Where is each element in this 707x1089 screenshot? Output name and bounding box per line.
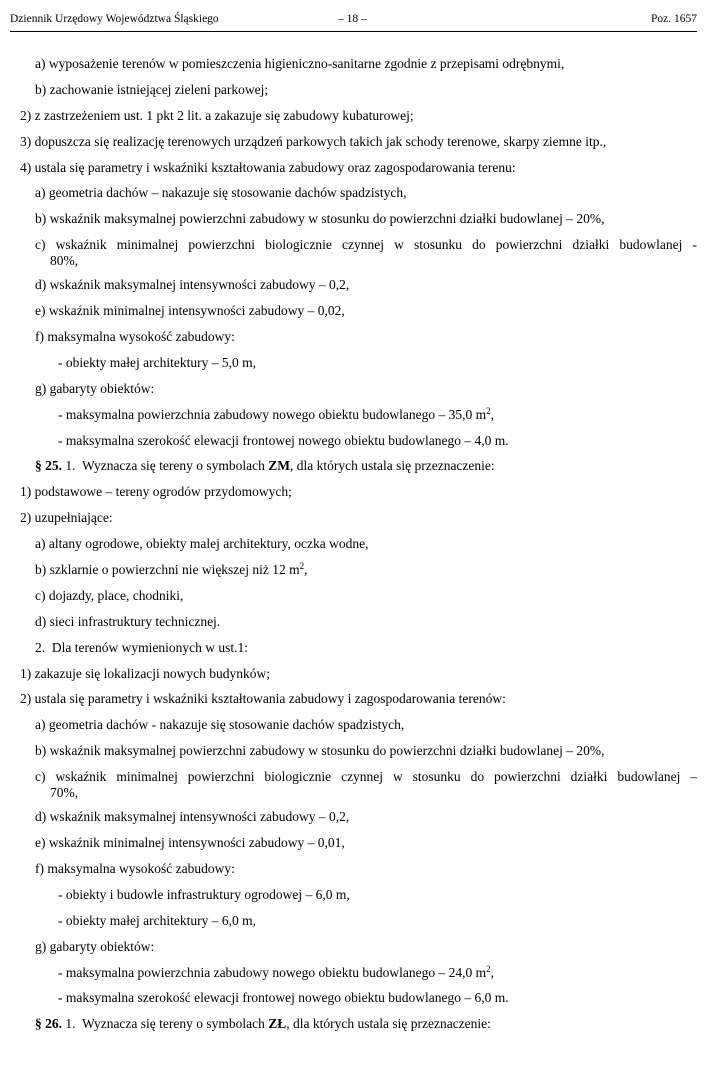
list-item [0,588,707,614]
list-item [0,381,707,407]
item-text: maksymalna szerokość elewacji frontowej nowego obiektu budowlanego – 6,0 m. [65,990,509,1006]
item-text: geometria dachów – nakazuje się stosowanie dachów spadzistych, [48,185,407,201]
paragraph-text-end: , dla których ustala się przeznaczenie: [290,458,495,474]
list-item [0,536,707,562]
item-marker: c) [35,587,46,603]
item-marker: - [58,354,63,370]
item-marker: - [58,432,63,448]
item-marker: 1) [20,665,32,681]
list-item [0,717,707,743]
item-text: maksymalna powierzchnia zabudowy nowego obiektu budowlanego – 24,0 m [65,964,487,980]
item-marker: 2) [20,510,32,526]
item-marker: a) [35,717,46,733]
item-text: obiekty i budowle infrastruktury ogrodowej – 6,0 m, [65,886,350,902]
item-marker: 2) [20,691,32,707]
item-text: uzupełniające: [34,510,113,526]
superscript: 2 [486,963,491,974]
item-text: maksymalna wysokość zabudowy: [47,860,235,876]
list-item [0,640,707,666]
list-item [0,108,707,134]
item-text: wyposażenie terenów w pomieszczenia higieniczno-sanitarne zgodnie z przepisami odrębnymi, [48,56,565,71]
list-item [0,185,707,211]
item-marker: - [58,912,63,928]
item-text-end: , [304,562,308,578]
item-marker: b) [35,562,47,578]
list-item [0,407,707,433]
list-item [0,355,707,381]
item-marker: a) [35,185,46,201]
superscript: 2 [486,405,491,416]
list-item [0,56,707,82]
document-body [0,56,707,1042]
list-item [0,965,707,991]
item-text: altany ogrodowe, obiekty malej architektury, oczka wodne, [48,536,369,552]
item-marker: d) [35,809,47,825]
list-item [0,666,707,692]
item-marker: e) [35,303,46,319]
list-item [0,691,707,717]
list-item [0,134,707,160]
item-text: wskaźnik minimalnej powierzchni biologicznie czynnej w stosunku do powierzchni działki budowlanej - [55,237,697,253]
item-text: gabaryty obiektów: [49,938,155,954]
item-marker: e) [35,835,46,851]
item-text: wskaźnik maksymalnej powierzchni zabudowy w stosunku do powierzchni działki budowlanej – 20%, [49,743,605,759]
list-item [0,82,707,108]
item-marker: c) [35,237,46,253]
item-text-end: , [490,406,495,422]
item-text: ustala się parametry i wskaźniki kształtowania zabudowy oraz zagospodarowania terenu: [34,159,516,175]
item-marker: c) [35,769,46,785]
item-text: wskaźnik maksymalnej powierzchni zabudowy w stosunku do powierzchni działki budowlanej – 20%, [49,211,605,227]
list-item [0,835,707,861]
paragraph-text: Wyznacza się tereny o symbolach [82,1016,265,1032]
item-text: gabaryty obiektów: [49,380,155,396]
list-item [0,887,707,913]
item-marker: 3) [20,133,32,149]
item-text-continuation: 80%, [50,253,79,269]
paragraph-marker: § 25. [35,458,62,474]
list-item [0,743,707,769]
item-marker: - [58,990,63,1006]
page-number: – 18 – [338,13,367,25]
item-marker: d) [35,613,47,629]
item-text: z zastrzeżeniem ust. 1 pkt 2 lit. a zakazuje się zabudowy kubaturowej; [34,107,414,123]
item-marker: g) [35,938,47,954]
list-item [0,861,707,887]
list-item [0,484,707,510]
superscript: 2 [299,561,305,572]
item-text: zachowanie istniejącej zieleni parkowej; [49,81,269,97]
item-marker: b) [35,211,47,227]
item-text: podstawowe – tereny ogrodów przydomowych; [34,484,292,500]
item-marker: f) [35,860,44,876]
item-text: wskaźnik minimalnej intensywności zabudowy – 0,01, [48,835,345,851]
item-text: obiekty małej architektury – 5,0 m, [65,354,256,370]
list-item [0,939,707,965]
item-marker: b) [35,81,47,97]
item-line [35,237,697,253]
item-text: obiekty małej architektury – 6,0 m, [65,912,256,928]
list-item [0,237,707,277]
position-number: Poz. 1657 [651,13,697,25]
item-text: szklarnie o powierzchni nie większej niż 12 m [49,562,300,578]
list-item [0,277,707,303]
paragraph-number: 1. [65,1016,76,1032]
list-item [0,329,707,355]
item-marker: 4) [20,159,32,175]
zone-symbol: ZM [268,458,290,474]
item-text: dojazdy, place, chodniki, [48,587,184,603]
item-marker: a) [35,56,46,71]
list-item [0,990,707,1016]
paragraph-text: Wyznacza się tereny o symbolach [82,458,265,474]
item-text: Dla terenów wymienionych w ust.1: [51,639,248,655]
journal-title: Dziennik Urzędowy Województwa Śląskiego [10,13,219,25]
item-marker: - [58,964,63,980]
item-text: maksymalna szerokość elewacji frontowej nowego obiektu budowlanego – 4,0 m. [65,432,509,448]
paragraph-text-end: , dla których ustala się przeznaczenie: [286,1016,491,1032]
item-text: geometria dachów - nakazuje się stosowanie dachów spadzistych, [48,717,405,733]
item-marker: g) [35,380,47,396]
list-item [0,160,707,186]
item-marker: - [58,886,63,902]
item-text: maksymalna powierzchnia zabudowy nowego obiektu budowlanego – 35,0 m [65,406,487,422]
item-marker: b) [35,743,47,759]
item-marker: 2) [20,107,32,123]
paragraph-heading [0,458,707,484]
item-marker: a) [35,536,46,552]
item-text: wskaźnik maksymalnej intensywności zabudowy – 0,2, [49,809,350,825]
paragraph-marker: § 26. [35,1016,62,1032]
item-line [35,769,697,785]
list-item [0,614,707,640]
item-text-continuation: 70%, [50,785,79,801]
item-text: wskaźnik minimalnej powierzchni biologicznie czynnej w stosunku do powierzchni działki budowlanej – [55,769,698,785]
list-item [0,433,707,459]
item-text: dopuszcza się realizację terenowych urządzeń parkowych takich jak schody terenowe, skarpy ziemne itp., [34,133,607,149]
paragraph-heading [0,1016,707,1042]
list-item [0,809,707,835]
list-item [0,303,707,329]
list-item [0,769,707,809]
page-header [10,13,697,32]
item-text: sieci infrastruktury technicznej. [49,613,221,629]
paragraph-number: 1. [65,458,76,474]
item-text: wskaźnik maksymalnej intensywności zabudowy – 0,2, [49,277,350,293]
list-item [0,562,707,588]
item-marker: 1) [20,484,32,500]
item-marker: d) [35,277,47,293]
item-marker: - [58,406,63,422]
item-text: zakazuje się lokalizacji nowych budynków; [34,665,271,681]
list-item [0,913,707,939]
list-item [0,211,707,237]
item-marker: f) [35,329,44,345]
item-text-end: , [490,964,495,980]
item-text: maksymalna wysokość zabudowy: [47,329,235,345]
item-marker: 2. [35,639,46,655]
item-text: wskaźnik minimalnej intensywności zabudowy – 0,02, [48,303,345,319]
zone-symbol: ZŁ [268,1016,287,1032]
item-text: ustala się parametry i wskaźniki kształtowania zabudowy i zagospodarowania terenów: [34,691,506,707]
list-item [0,510,707,536]
